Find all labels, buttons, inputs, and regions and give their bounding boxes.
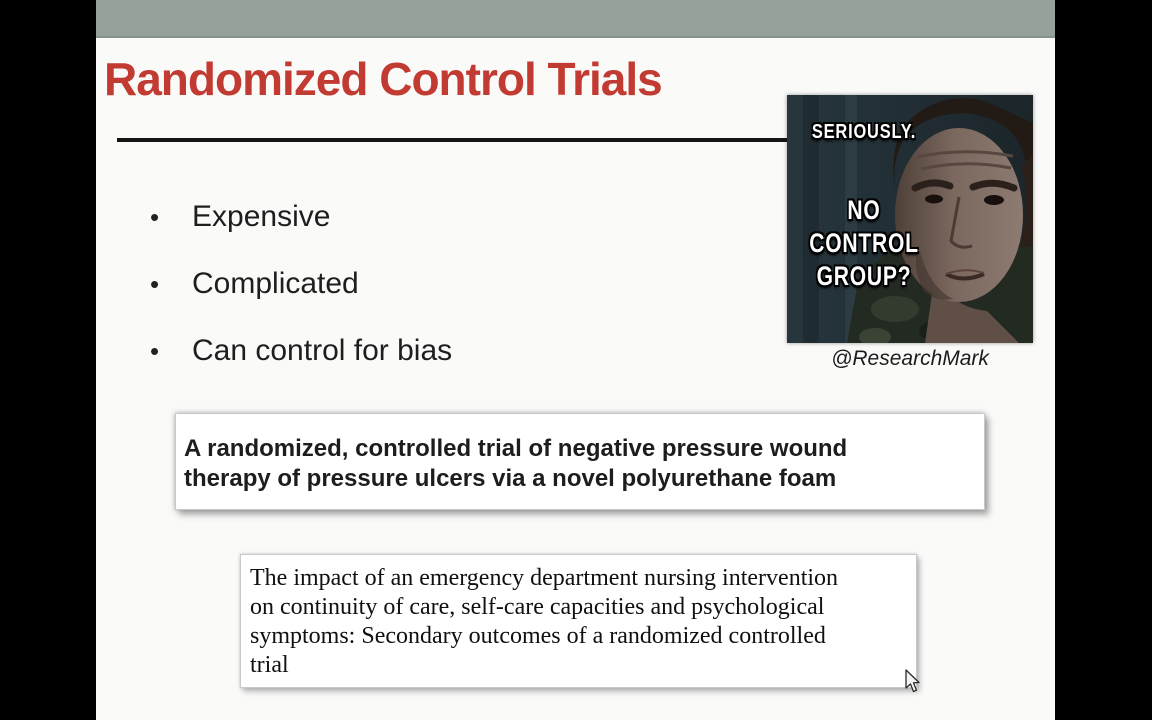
paper-title-line: symptoms: Secondary outcomes of a randomized controlled <box>250 623 826 649</box>
bullet-list <box>150 200 452 401</box>
paper-title-line: trial <box>250 652 289 678</box>
paper-title-line: therapy of pressure ulcers via a novel polyurethane foam <box>184 465 837 492</box>
paper-title-box-2 <box>240 554 917 688</box>
meme-text-no-control-group <box>806 194 923 293</box>
meme-text-seriously: SERIOUSLY. <box>811 121 917 143</box>
bullet-item <box>150 200 452 234</box>
paper-title-box-1 <box>175 413 985 510</box>
paper-title-line: on continuity of care, self-care capacities and psychological <box>250 594 825 620</box>
meme-image <box>787 95 1033 343</box>
bullet-item <box>150 267 452 301</box>
mouse-cursor-icon <box>903 669 921 695</box>
meme-line: NO <box>847 195 881 225</box>
bullet-label: Can control for bias <box>192 334 453 367</box>
presentation-slide <box>96 0 1055 720</box>
paper-title-line: A randomized, controlled trial of negative pressure wound <box>184 435 848 462</box>
bullet-dot-icon: • <box>150 269 160 299</box>
bullet-dot-icon: • <box>150 336 160 366</box>
title-underline-rule <box>117 138 787 142</box>
meme-attribution: @ResearchMark <box>831 347 989 370</box>
meme-line: CONTROL <box>809 228 919 258</box>
slide-title: Randomized Control Trials <box>104 53 662 105</box>
bullet-label: Expensive <box>192 200 331 233</box>
bullet-label: Complicated <box>192 267 359 300</box>
bullet-item <box>150 334 452 368</box>
meme-line: GROUP? <box>816 261 912 291</box>
slide-header-bar <box>96 0 1055 38</box>
bullet-dot-icon: • <box>150 202 160 232</box>
paper-title-line: The impact of an emergency department nursing intervention <box>250 565 839 591</box>
